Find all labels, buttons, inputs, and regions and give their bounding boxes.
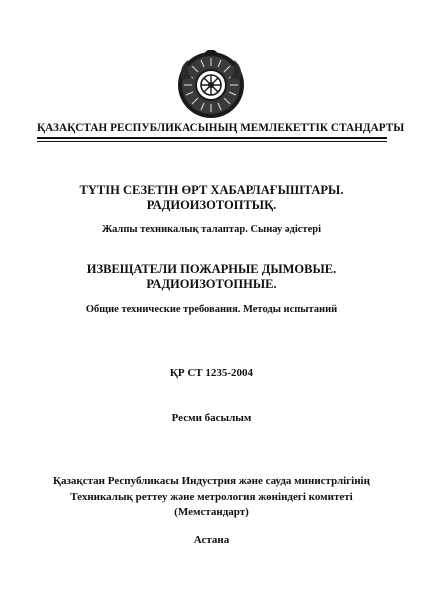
kz-title-line2: РАДИОИЗОТОПТЫҚ. [146, 198, 277, 212]
header-divider-thin [37, 141, 387, 142]
kz-subtitle: Жалпы техникалық талаптар. Сынау әдістері [101, 224, 322, 235]
city-label: Астана [193, 534, 230, 546]
header-divider [37, 137, 387, 139]
kz-title-line1: ТҮТІН СЕЗЕТІН ӨРТ ХАБАРЛАҒЫШТАРЫ. [79, 183, 344, 197]
standard-code: ҚР СТ 1235-2004 [169, 367, 254, 379]
standard-header: ҚАЗАҚСТАН РЕСПУБЛИКАСЫНЫҢ МЕМЛЕКЕТТІК СТАНДАРТЫ [37, 122, 405, 134]
ru-title-line2: РАДИОИЗОТОПНЫЕ. [146, 277, 277, 291]
publisher-line3: (Мемстандарт) [174, 506, 249, 518]
publisher-line2: Техникалық реттеу және метрология жөніндегі комитеті [70, 491, 353, 503]
ru-title-line1: ИЗВЕЩАТЕЛИ ПОЖАРНЫЕ ДЫМОВЫЕ. [86, 262, 337, 276]
state-emblem-icon [176, 50, 246, 120]
edition-label: Ресми басылым [171, 412, 252, 424]
publisher-line1: Қазақстан Республикасы Индустрия және сауда министрлігінің [53, 475, 370, 487]
ru-subtitle: Общие технические требования. Методы испытаний [85, 304, 338, 315]
